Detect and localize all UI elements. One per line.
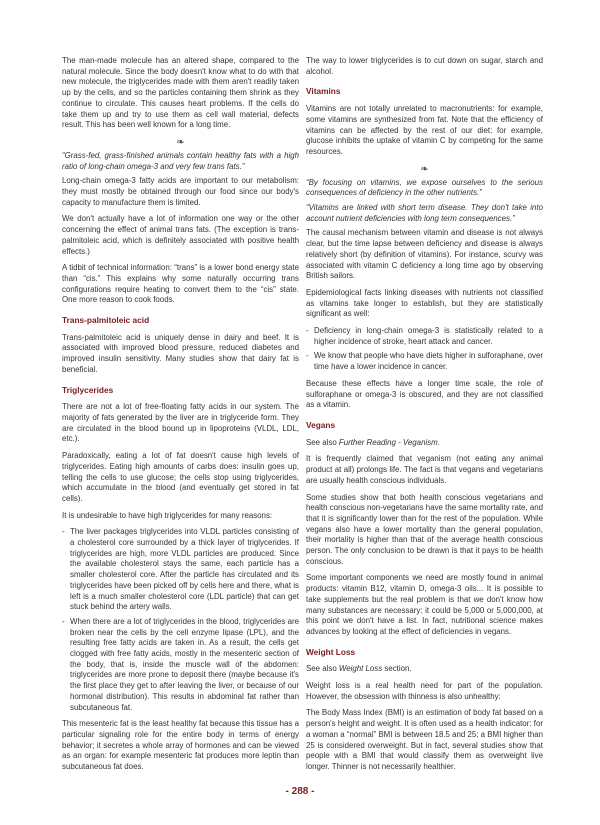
ornament-icon: ❧	[420, 163, 429, 175]
see-also-reference: Weight Loss	[338, 664, 383, 674]
see-also-prefix: See also	[306, 437, 339, 447]
paragraph: Weight loss is a real health need for part of the population. However, the obsession with thinness is also unhealthy:	[306, 681, 543, 701]
ornament-icon: ❧	[176, 136, 185, 148]
pull-quote: “Vitamins are linked with short term disease. They don't take into account nutrient deficiencies with long term consequences.”	[306, 203, 543, 223]
see-also-prefix: See also	[306, 664, 339, 674]
paragraph: The Body Mass Index (BMI) is an estimation of body fat based on a person's height and weight. It is often used as a health indicator: for a woman a “normal” BMI is between 18.5 and 25; a BMI higher than 25 is considered overweight. But in fact, several studies show that people with a BMI that would classify them as overweight live longer. Thinner is not necessarily healthier.	[306, 708, 543, 771]
section-heading: Triglycerides	[62, 384, 114, 395]
section-heading: Trans-palmitoleic acid	[62, 315, 150, 326]
paragraph: Long-chain omega-3 fatty acids are important to our metabolism: they must mostly be obtained through our food since our body's capacity to manufacture them is limited.	[62, 176, 299, 207]
paragraph: Some important components we need are mostly found in animal products: vitamin B12, vitamin D, omega-3 oils... It is possible to take supplements but the real problem is that we don't know how many substances are necessary: it could be 5,000 or 5,000,000, at this point we don't have a list. In fact, nutritional science makes advances by looking at the effect of deficiencies in vegans.	[306, 573, 543, 636]
see-also-suffix: .	[437, 437, 440, 447]
bullet-list	[306, 326, 543, 373]
paragraph: Because these effects have a longer time scale, the role of sulforaphane or omega-3 is obscured, and they are not classified as a vitamin.	[306, 378, 543, 410]
paragraph: There are not a lot of free-floating fatty acids in our system. The majority of fats generated by the liver are in triglyceride form. They are circulated in the blood bound up in lipoproteins (VLDL, LDL, etc.).	[62, 402, 299, 444]
paragraph: The causal mechanism between vitamin and disease is not always clear, but the time lapse between deficiency and disease is always relatively short (by definition of vitamins). For instance, scurvy was associated with vitamin C deficiency a long time ago by observing British sailors.	[306, 228, 543, 281]
list-item: - We know that people who have diets higher in sulforaphane, over time have a lower incidence in cancer.	[306, 351, 543, 372]
list-item: - When there are a lot of triglycerides in the blood, triglycerides are broken near the cells by the cell enzyme lipase (LPL), and the resulting free fatty acids are taken in. As a result, the cells get clogged with free fatty acids, mostly in the mesenteric section of the body, that is, inside the muscle wall of the abdomen: triglycerides are more prone to deposit there (maybe because it's the first place they get to after leaving the liver, or because of our hormonal distribution). This results in abdominal fat rather than subcutaneous fat.	[62, 617, 299, 713]
paragraph: We don't actually have a lot of information one way or the other concerning the effect of animal trans fats. (The exception is trans-palmitoleic acid, which is definitely associated with positive health effects.)	[62, 214, 299, 256]
paragraph: The way to lower triglycerides is to cut down on sugar, starch and alcohol.	[306, 56, 543, 76]
paragraph: Paradoxically, eating a lot of fat doesn't cause high levels of triglycerides. Eating high amounts of carbs does: insulin goes up, telling the cells to use glucose; the cells stop using triglycerides, which accumulate in the blood (and eventually get stored in fat cells).	[62, 451, 299, 503]
paragraph: Some studies show that both health conscious vegetarians and health conscious non-vegetarians have the same mortality rate, and that it is significantly lower than for the rest of the population. While vegans also have a lower mortality than the general population, their mortality is higher than that of the average health conscious person. The only conclusion to be drawn is that it pays to be health conscious.	[306, 492, 543, 566]
page-number: - 288 -	[285, 786, 315, 797]
paragraph: It is undesirable to have high triglycerides for many reasons:	[62, 510, 273, 520]
paragraph: A tidbit of technical information: “trans” is a lower bond energy state than “cis.” This explains why some naturally occurring trans configurations require heating to convert them to the “cis” state. One more reason to cook foods.	[62, 263, 299, 305]
see-also-note	[306, 664, 543, 675]
see-also-note	[306, 438, 543, 449]
bullet-list	[62, 527, 299, 713]
paragraph: Trans-palmitoleic acid is uniquely dense in dairy and beef. It is associated with improved blood pressure, reduced diabetes and improved insulin sensitivity. Many studies show that dairy fat is beneficial.	[62, 332, 299, 374]
section-heading: Weight Loss	[306, 646, 356, 657]
paragraph: This mesenteric fat is the least healthy fat because this tissue has a particular signaling role for the entire body in terms of energy behavior; it secretes a whole array of hormones and can be viewed as an organ: for example mesenteric fat produces more leptin than subcutaneous fat does.	[62, 719, 299, 772]
pull-quote: “By focusing on vitamins, we expose ourselves to the serious consequences of deficiency in the other nutrients.”	[306, 177, 543, 198]
list-item: - The liver packages triglycerides into VLDL particles consisting of a cholesterol core surrounded by a thick layer of triglycerides. If triglycerides are high, more VLDL particles are produced. Since the available cholesterol stays the same, each particle has a smaller cholesterol core. After the particle has circulated and its triglycerides have been picked off by cells here and there, what is left is a much smaller cholesterol core (LDL particle) that can get stuck behind the artery walls.	[62, 527, 299, 613]
see-also-reference: Further Reading - Veganism	[338, 437, 438, 447]
paragraph: The man-made molecule has an altered shape, compared to the natural molecule. Since the body doesn't know what to do with that new molecule, the triglycerides made with them aren't readily taken up by the cells, and so the particles containing them shrink as they continue to circulate. This causes heart problems. If the cells do take them up and try to use them as cell wall material, defects result. This has been well known for a long time.	[62, 56, 299, 130]
paragraph: It is frequently claimed that veganism (not eating any animal product at all) prolongs life. The fact is that vegans and vegetarians are usually health conscious individuals.	[306, 454, 543, 485]
pull-quote: “Grass-fed, grass-finished animals contain healthy fats with a high ratio of long-chain omega-3 and very few trans fats.”	[62, 150, 299, 171]
right-column	[306, 56, 543, 779]
section-heading: Vegans	[306, 419, 336, 430]
list-item: - Deficiency in long-chain omega-3 is statistically related to a higher incidence of stroke, heart attack and cancer.	[306, 326, 543, 347]
see-also-suffix: section.	[382, 664, 412, 674]
paragraph: Epidemiological facts linking diseases with nutrients not classified as vitamins take longer to establish, but they are statistically significant as well:	[306, 287, 543, 319]
left-column	[62, 56, 299, 779]
section-heading: Vitamins	[306, 86, 341, 97]
paragraph: Vitamins are not totally unrelated to macronutrients: for example, some vitamins are synthesized from fat. Note that the efficiency of vitamins can be affected by the rest of our diet: for example, glucose inhibits the uptake of vitamin C by competing for the same resources.	[306, 104, 543, 156]
